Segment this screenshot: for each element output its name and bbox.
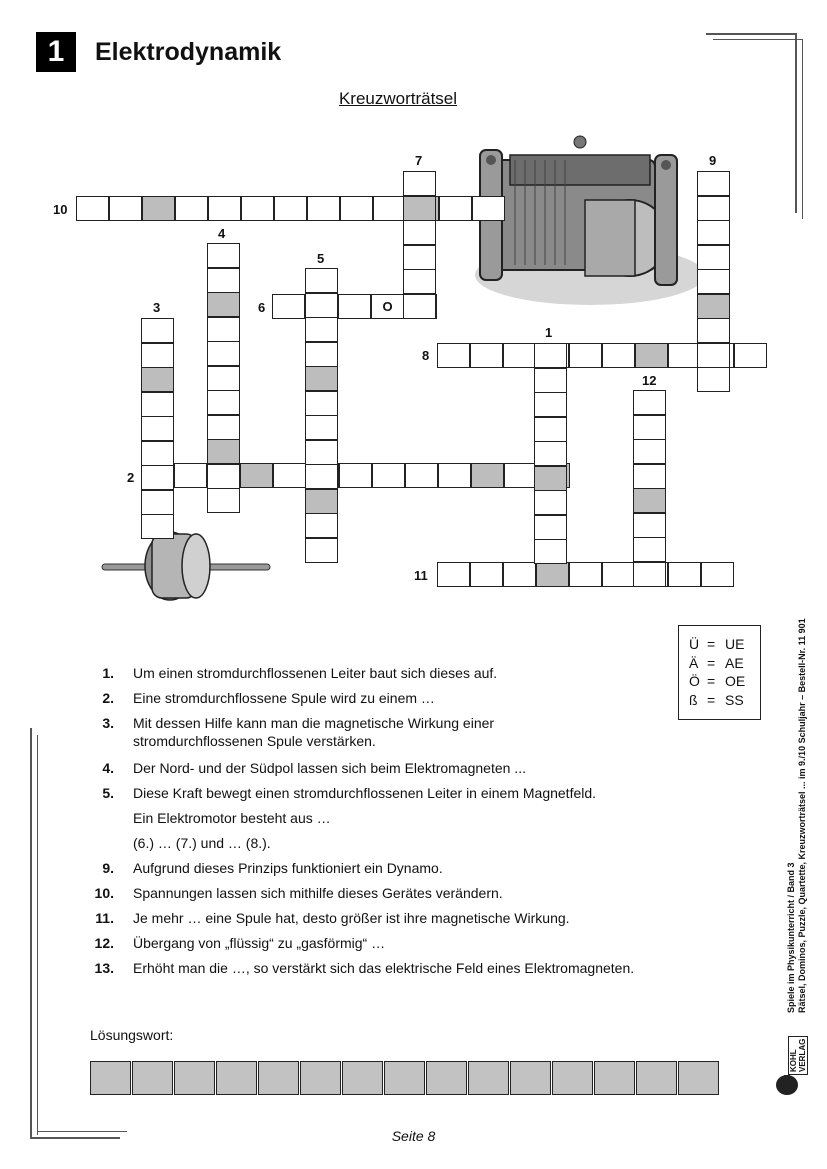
crossword-cell[interactable] — [403, 294, 436, 319]
crossword-cell[interactable] — [141, 441, 174, 466]
crossword-cell[interactable] — [207, 341, 240, 366]
solution-label: Lösungswort: — [90, 1027, 174, 1043]
crossword-cell[interactable] — [305, 513, 338, 538]
clue-number: 5. — [102, 785, 114, 801]
crossword-cell[interactable] — [633, 464, 666, 489]
crossword-cell[interactable] — [437, 562, 470, 587]
crossword-cell[interactable] — [307, 196, 340, 221]
crossword-cell[interactable] — [141, 318, 174, 343]
crossword-cell[interactable] — [633, 513, 666, 538]
clue-text: Diese Kraft bewegt einen stromdurchflossenen Leiter in einem Magnetfeld. — [133, 785, 597, 801]
rotor-illustration — [100, 528, 275, 603]
solution-cell[interactable] — [216, 1061, 257, 1095]
crossword-cell[interactable] — [534, 343, 567, 368]
crossword-cell[interactable] — [305, 391, 338, 416]
clue-text: (6.) … (7.) und … (8.). — [133, 835, 271, 851]
clue-number-label: 11 — [414, 568, 428, 583]
frame-line-left — [30, 728, 32, 1138]
crossword-cell[interactable] — [207, 488, 240, 513]
clue-number-label: 1 — [545, 325, 553, 340]
crossword-cell[interactable] — [372, 463, 405, 488]
frame-line-right — [795, 33, 797, 213]
crossword-cell[interactable] — [633, 562, 666, 587]
solution-cell[interactable] — [300, 1061, 341, 1095]
crossword-cell[interactable] — [207, 390, 240, 415]
crossword-cell[interactable] — [697, 318, 730, 343]
crossword-cell[interactable] — [305, 464, 338, 489]
legend-eq: = — [707, 636, 716, 652]
crossword-cell[interactable] — [305, 489, 338, 514]
crossword-cell[interactable] — [633, 537, 666, 562]
frame-line-top-right-2 — [713, 39, 803, 40]
crossword-cell[interactable] — [697, 245, 730, 270]
solution-cell[interactable] — [342, 1061, 383, 1095]
crossword-cell[interactable] — [373, 196, 406, 221]
solution-cell[interactable] — [90, 1061, 131, 1095]
crossword-cell[interactable] — [207, 464, 240, 489]
crossword-cell[interactable] — [403, 220, 436, 245]
crossword-cell[interactable] — [305, 366, 338, 391]
crossword-cell[interactable] — [534, 441, 567, 466]
crossword-cell[interactable] — [534, 539, 567, 564]
crossword-cell[interactable] — [174, 463, 207, 488]
clue-number: 2. — [102, 690, 114, 706]
side-imprint — [786, 593, 808, 1013]
crossword-cell[interactable] — [305, 293, 338, 318]
crossword-cell[interactable] — [697, 220, 730, 245]
clue-number-label: 10 — [53, 202, 68, 217]
clue-number-label: 6 — [258, 300, 266, 315]
crossword-cell[interactable] — [569, 343, 602, 368]
chapter-number: 1 — [36, 32, 76, 72]
crossword-cell[interactable] — [274, 196, 307, 221]
clue-text: Übergang von „flüssig“ zu „gasförmig“ … — [133, 935, 386, 951]
crossword-cell[interactable] — [470, 562, 503, 587]
crossword-cell[interactable] — [403, 269, 436, 294]
solution-cell[interactable] — [384, 1061, 425, 1095]
crossword-cell[interactable] — [142, 196, 175, 221]
crossword-cell[interactable] — [207, 415, 240, 440]
crossword-cell[interactable] — [534, 392, 567, 417]
legend-eq: = — [707, 654, 716, 671]
crossword-cell[interactable] — [141, 465, 174, 490]
clue-text: Ein Elektromotor besteht aus … — [133, 810, 331, 826]
clue-text: Um einen stromdurchflossenen Leiter baut sich dieses auf. — [133, 665, 498, 681]
solution-cell[interactable] — [678, 1061, 719, 1095]
crossword-cell[interactable] — [241, 196, 274, 221]
crossword-cell[interactable] — [697, 343, 730, 368]
clue-number-label: 4 — [218, 226, 226, 241]
crossword-cell[interactable] — [141, 416, 174, 441]
clue-number: 1. — [102, 665, 114, 681]
crossword-cell[interactable] — [635, 343, 668, 368]
clue-text: Erhöht man die …, so verstärkt sich das elektrische Feld eines Elektromagneten. — [133, 960, 635, 976]
clue-text: Der Nord- und der Südpol lassen sich beim Elektromagneten ... — [133, 760, 526, 776]
crossword-cell[interactable] — [305, 415, 338, 440]
solution-cell[interactable] — [552, 1061, 593, 1095]
clue-number: 13. — [94, 960, 114, 976]
solution-cell[interactable] — [174, 1061, 215, 1095]
crossword-cell[interactable] — [305, 317, 338, 342]
crossword-cell[interactable] — [439, 196, 472, 221]
clue-number: 4. — [102, 760, 114, 776]
clue-number-label: 8 — [422, 348, 430, 363]
frame-line-right-2 — [802, 39, 803, 219]
crossword-cell[interactable] — [208, 196, 241, 221]
crossword-cell[interactable] — [470, 343, 503, 368]
clue-number-label: 7 — [415, 153, 423, 168]
crossword-cell[interactable] — [697, 294, 730, 319]
page-number: Seite 8 — [391, 1128, 436, 1144]
legend-b: UE — [725, 636, 745, 652]
crossword-cell[interactable] — [207, 366, 240, 391]
clue-text: Je mehr … eine Spule hat, desto größer ist ihre magnetische Wirkung. — [133, 910, 570, 926]
clue-number-label: 5 — [317, 251, 325, 266]
crossword-cell[interactable] — [734, 343, 767, 368]
legend-a: Ä — [689, 654, 699, 671]
crossword-cell[interactable] — [503, 343, 536, 368]
legend-a: Ü — [689, 636, 700, 652]
clue-number-label: 2 — [127, 470, 135, 485]
crossword-cell[interactable] — [472, 196, 505, 221]
crossword-cell[interactable] — [305, 268, 338, 293]
legend-b: SS — [725, 691, 744, 708]
crossword-cell[interactable] — [697, 269, 730, 294]
crossword-cell[interactable] — [438, 463, 471, 488]
clue-number: 10. — [94, 885, 114, 901]
crossword-cell[interactable] — [668, 562, 701, 587]
frame-line-left-2 — [37, 735, 38, 1135]
crossword-cell[interactable] — [207, 243, 240, 268]
solution-cell[interactable] — [426, 1061, 467, 1095]
clue-number-label: 3 — [153, 300, 161, 315]
solution-cell[interactable] — [258, 1061, 299, 1095]
crossword-cell[interactable] — [339, 463, 372, 488]
crossword-cell[interactable] — [697, 196, 730, 221]
crossword-cell[interactable] — [534, 490, 567, 515]
crossword-cell[interactable] — [534, 466, 567, 491]
crossword-cell[interactable] — [697, 171, 730, 196]
clue-number: 3. — [102, 715, 114, 731]
crossword-cell[interactable] — [76, 196, 109, 221]
crossword-cell[interactable] — [305, 342, 338, 367]
solution-cell[interactable] — [132, 1061, 173, 1095]
crossword-cell[interactable] — [701, 562, 734, 587]
crossword-cell[interactable] — [534, 368, 567, 393]
crossword-cell[interactable] — [534, 417, 567, 442]
legend-eq: = — [707, 673, 716, 689]
page-title: Elektrodynamik — [95, 38, 282, 66]
crossword-cell[interactable] — [207, 268, 240, 293]
crossword-cell[interactable] — [305, 538, 338, 563]
crossword-cell[interactable] — [471, 463, 504, 488]
crossword-cell[interactable] — [403, 245, 436, 270]
clue-number: 11. — [95, 910, 114, 926]
crossword-cell[interactable] — [141, 367, 174, 392]
solution-cell[interactable] — [594, 1061, 635, 1095]
clue-number-label: 9 — [709, 153, 717, 168]
crossword-cell[interactable] — [207, 439, 240, 464]
crossword-cell[interactable] — [569, 562, 602, 587]
section-subtitle: Kreuzworträtsel — [338, 89, 458, 108]
crossword-cell[interactable] — [371, 294, 404, 319]
crossword-cell[interactable] — [207, 292, 240, 317]
publisher-name: KOHL VERLAG — [788, 1036, 808, 1075]
legend-a: ß — [689, 691, 698, 708]
crossword-cell[interactable] — [340, 196, 373, 221]
crossword-cell[interactable] — [602, 343, 635, 368]
crossword-cell[interactable] — [207, 317, 240, 342]
legend-eq: = — [707, 691, 716, 708]
crossword-cell[interactable] — [405, 463, 438, 488]
clue-number: 12. — [94, 935, 114, 951]
crossword-cell[interactable] — [273, 463, 306, 488]
crossword-cell[interactable] — [141, 343, 174, 368]
crossword-cell[interactable] — [403, 196, 436, 221]
solution-cell[interactable] — [468, 1061, 509, 1095]
clue-number-label: 12 — [642, 373, 657, 388]
crossword-cell[interactable] — [141, 392, 174, 417]
crossword-cell[interactable] — [437, 343, 470, 368]
legend-a: Ö — [689, 673, 700, 689]
clue-text: Mit dessen Hilfe kann man die magnetische Wirkung einer stromdurchflossenen Spule verstärken. — [133, 715, 495, 749]
clue-text: Eine stromdurchflossene Spule wird zu einem … — [133, 690, 435, 706]
side-line-2: Rätsel, Dominos, Puzzle, Quartette, Kreuzworträtsel ... im 9./10 Schuljahr – Bestell-Nr. 11 901 — [797, 618, 807, 1013]
crossword-cell[interactable] — [305, 440, 338, 465]
side-line-1: Spiele im Physikunterricht / Band 3 — [786, 862, 796, 1013]
crossword-cell[interactable] — [240, 463, 273, 488]
crossword-cell[interactable] — [338, 294, 371, 319]
clue-text: Aufgrund dieses Prinzips funktioniert ein Dynamo. — [133, 860, 443, 876]
crossword-cell[interactable] — [697, 367, 730, 392]
crossword-cell[interactable] — [109, 196, 142, 221]
crossword-cell[interactable] — [633, 439, 666, 464]
crossword-cell[interactable] — [141, 490, 174, 515]
crossword-cell[interactable] — [536, 562, 569, 587]
crossword-cell[interactable] — [633, 415, 666, 440]
crossword-cell[interactable] — [175, 196, 208, 221]
crossword-cell[interactable] — [633, 488, 666, 513]
crossword-cell[interactable] — [633, 390, 666, 415]
crossword-cell[interactable] — [503, 562, 536, 587]
solution-cell[interactable] — [510, 1061, 551, 1095]
given-letter: O — [382, 299, 393, 314]
crossword-cell[interactable] — [602, 562, 635, 587]
legend-b: OE — [725, 673, 746, 689]
crossword-cell[interactable] — [141, 514, 174, 539]
clue-number: 9. — [102, 860, 114, 876]
solution-cell[interactable] — [636, 1061, 677, 1095]
crossword-cell[interactable] — [403, 171, 436, 196]
crossword-cell[interactable] — [272, 294, 305, 319]
crossword-cell[interactable] — [534, 515, 567, 540]
clue-text: Spannungen lassen sich mithilfe dieses Gerätes verändern. — [133, 885, 503, 901]
frame-line-top-right — [706, 33, 796, 35]
crossword-cell[interactable] — [504, 463, 537, 488]
legend-b: AE — [725, 654, 744, 671]
